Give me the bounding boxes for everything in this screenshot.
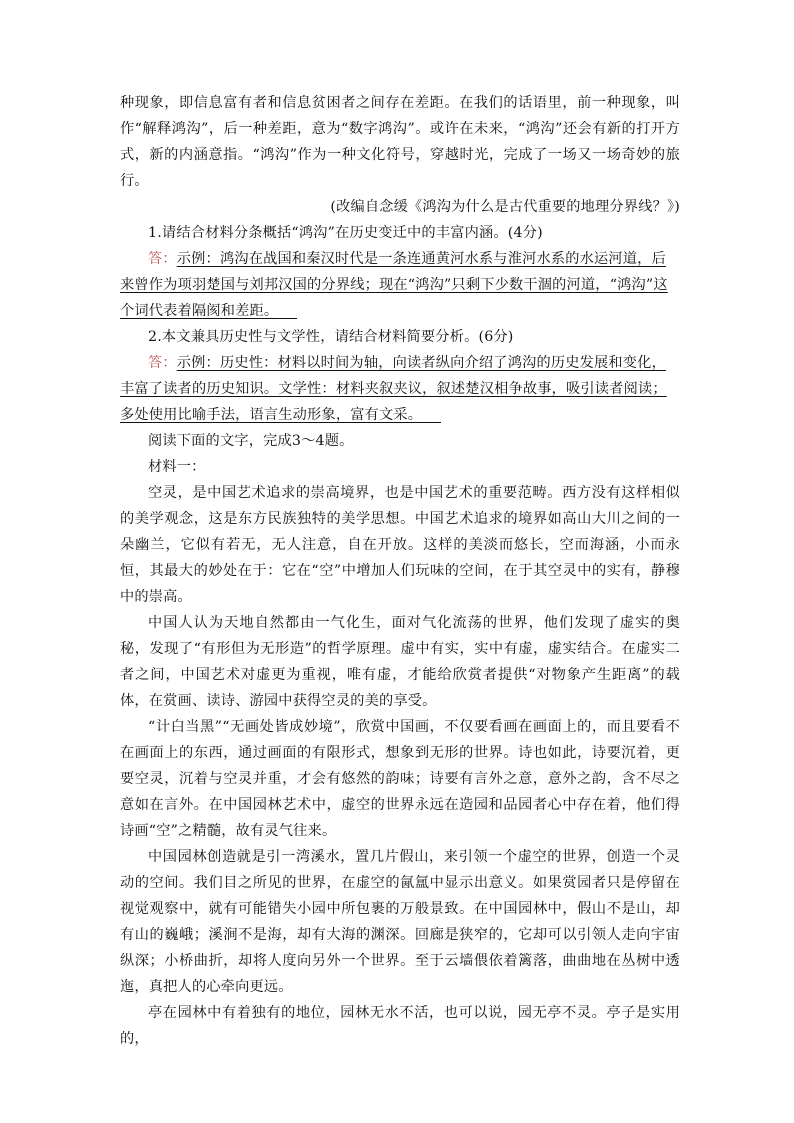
answer-underline-tail <box>422 407 441 423</box>
body-paragraph: 空灵，是中国艺术追求的崇高境界，也是中国艺术的重要范畴。西方没有这样相似的美学观念，这是东方民族独特的美学思想。中国艺术追求的境界如高山大川之间的一朵幽兰，它似有若无，无人注意，自在开放。这样的美淡而悠长，空而海涵，小而永恒，其最大的妙处在于：它在“空”中增加人们玩味的空间，在于其空灵中的实有，静穆中的崇高。 <box>120 485 680 605</box>
document-page <box>120 90 680 1052</box>
answer-2 <box>120 350 680 428</box>
material-label: 材料一： <box>148 459 206 475</box>
question-2: 2.本文兼具历史性与文学性，请结合材料简要分析。(6分) <box>148 329 514 345</box>
answer-text: 示例：历史性：材料以时间为轴，向读者纵向介绍了鸿沟的历史发展和变化，丰富了读者的历史知识。文学性：材料夹叙夹议，叙述楚汉相争故事，吸引读者阅读；多处使用比喻手法，语言生动形象，富有文采。 <box>120 355 667 423</box>
answer-underline-tail <box>278 303 297 319</box>
body-paragraph: 中国人认为天地自然都由一气化生，面对气化流荡的世界，他们发现了虚实的奥秘，发现了“有形但为无形造”的哲学原理。虚中有实，实中有虚，虚实结合。在虚实二者之间，中国艺术对虚更为重视，唯有虚，才能给欣赏者提供“对物象产生距离”的载体，在赏画、读诗、游园中获得空灵的美的享受。 <box>120 615 680 709</box>
body-paragraph: 亭在园林中有着独有的地位，园林无水不活，也可以说，园无亭不灵。亭子是实用的， <box>120 1005 680 1047</box>
answer-text: 示例：鸿沟在战国和秦汉时代是一条连通黄河水系与淮河水系的水运河道，后来曾作为项羽楚国与刘邦汉国的分界线；现在“鸿沟”只剩下少数干涸的河道，“鸿沟”这个词代表着隔阂和差距。 <box>120 251 668 319</box>
question-1: 1.请结合材料分条概括“鸿沟”在历史变迁中的丰富内涵。(4分) <box>148 225 543 241</box>
intro-paragraph: 种现象，即信息富有者和信息贫困者之间存在差距。在我们的话语里，前一种现象，叫作“解释鸿沟”，后一种差距，意为“数字鸿沟”。或许在未来，“鸿沟”还会有新的打开方式，新的内涵意指。“鸿沟”作为一种文化符号，穿越时光，完成了一场又一场奇妙的旅行。 <box>120 95 680 189</box>
source-note: (改编自念缓《鸿沟为什么是古代重要的地理分界线？》) <box>330 199 680 215</box>
body-paragraph: “计白当黑”“无画处皆成妙境”，欣赏中国画，不仅要看画在画面上的，而且要看不在画面上的东西，通过画面的有限形式，想象到无形的世界。诗也如此，诗要沉着，更要空灵，沉着与空灵并重，才会有悠然的韵味；诗要有言外之意，意外之韵，含不尽之意如在言外。在中国园林艺术中，虚空的世界永远在造园和品园者心中存在着，他们得诗画“空”之精髓，故有灵气往来。 <box>120 719 680 839</box>
instruction: 阅读下面的文字，完成3～4题。 <box>148 433 354 449</box>
answer-1 <box>120 246 680 324</box>
answer-label: 答： <box>148 251 177 267</box>
answer-label: 答： <box>148 355 177 371</box>
body-paragraph: 中国园林创造就是引一湾溪水，置几片假山，来引领一个虚空的世界，创造一个灵动的空间。我们目之所见的世界，在虚空的氤氲中显示出意义。如果赏园者只是停留在视觉观察中，就有可能错失小园中所包裹的万般景致。在中国园林中，假山不是山，却有山的巍峨；溪涧不是海，却有大海的渊深。回廊是狭窄的，它却可以引领人走向宇宙纵深；小桥曲折，却将人度向另外一个世界。至于云墙偎依着篱落，曲曲地在丛树中透迤，真把人的心牵向更远。 <box>120 849 680 995</box>
